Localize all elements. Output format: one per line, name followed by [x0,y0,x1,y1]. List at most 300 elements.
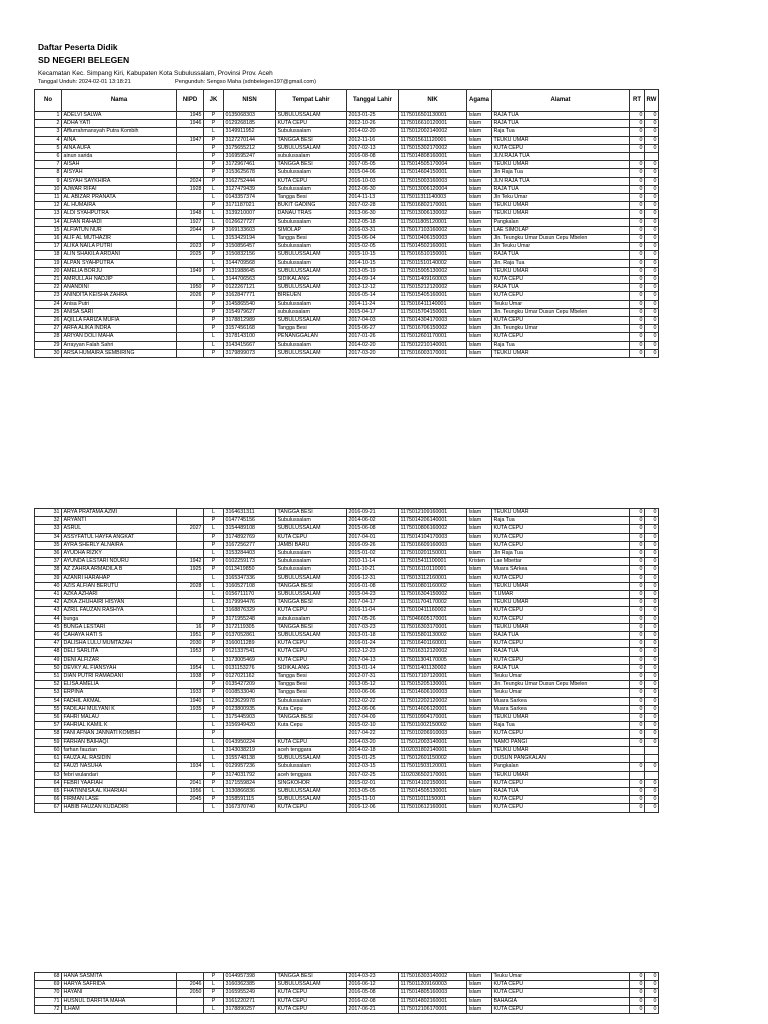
cell-nipd: 1927 [177,218,204,226]
cell-jk: P [204,144,224,152]
cell-rt: 0 [630,194,645,202]
table-row [35,673,659,681]
cell-tempat-lahir: Tangga Besi [276,681,347,689]
cell-nisn: 3143038219 [224,746,276,754]
cell-agama: Islam [467,541,492,549]
table-row [35,226,659,234]
cell-nik: 1175014102150001 [399,779,467,787]
cell-rw: 0 [645,128,659,136]
cell-agama: Islam [467,509,492,517]
cell-agama: Islam [467,705,492,713]
cell-jk: P [204,623,224,631]
cell-agama: Islam [467,689,492,697]
cell-rw: 0 [645,251,659,259]
cell-agama: Islam [467,697,492,705]
cell-nisn: 0143950224 [224,738,276,746]
cell-rw: 0 [645,333,659,341]
cell-no: 51 [35,673,62,681]
cell-rw: 0 [645,722,659,730]
cell-nipd: 2041 [177,779,204,787]
cell-rt: 0 [630,202,645,210]
cell-tempat-lahir: KUTA CEPU [276,1005,347,1013]
table-row [35,525,659,533]
cell-rw: 0 [645,533,659,541]
cell-tempat-lahir: subulussalam [276,308,347,316]
cell-nisn: 0129957236 [224,763,276,771]
cell-agama: Islam [467,779,492,787]
cell-no: 56 [35,714,62,722]
cell-jk: P [204,169,224,177]
column-header-tanggal-lahir: Tanggal Lahir [347,90,399,112]
cell-nama: FHATINNISA AL KHARIAH [62,787,177,795]
cell-nipd: 1949 [177,267,204,275]
cell-nik: 1175010406150003 [399,235,467,243]
cell-tempat-lahir: TANGGA BESI [276,973,347,981]
cell-no: 32 [35,517,62,525]
cell-jk: L [204,755,224,763]
table-row [35,210,659,218]
cell-jk: L [204,714,224,722]
cell-nipd: 1953 [177,648,204,656]
cell-nipd [177,746,204,754]
cell-tanggal-lahir: 2016-09-26 [347,541,399,549]
cell-nik: 1175011704170002 [399,599,467,607]
cell-nama: ARIYAN DOLI MAHA [62,333,177,341]
cell-no: 66 [35,796,62,804]
cell-rt: 0 [630,235,645,243]
cell-rw: 0 [645,161,659,169]
cell-alamat: LAE SIMOLAP [492,226,630,234]
cell-nipd [177,591,204,599]
cell-jk: L [204,1005,224,1013]
cell-rw: 0 [645,550,659,558]
cell-jk: L [204,509,224,517]
cell-alamat: Raja Tua [492,341,630,349]
cell-alamat: RAJA TUA [492,120,630,128]
table-row [35,112,659,120]
cell-nama: ainun sarida [62,153,177,161]
column-header-nama: Nama [62,90,177,112]
cell-no: 37 [35,558,62,566]
cell-no: 11 [35,194,62,202]
cell-rw: 0 [645,664,659,672]
cell-agama: Islam [467,656,492,664]
cell-no: 61 [35,755,62,763]
cell-nipd: 2026 [177,292,204,300]
cell-alamat: T.UMAR [492,591,630,599]
cell-alamat: KUTA CEPU [492,333,630,341]
cell-no: 17 [35,243,62,251]
cell-alamat: TEUKU UMAR [492,202,630,210]
student-table-page-3 [34,972,659,1014]
cell-rw: 0 [645,210,659,218]
cell-no: 50 [35,664,62,672]
cell-nama: ASSYFATUL HAYFA ANGKAT [62,533,177,541]
cell-nik: 1175016401160001 [399,640,467,648]
cell-rt: 0 [630,997,645,1005]
cell-tempat-lahir: TANGGA BESI [276,509,347,517]
cell-rw: 0 [645,648,659,656]
cell-jk: P [204,673,224,681]
cell-alamat: KUTA CEPU [492,525,630,533]
cell-rt: 0 [630,730,645,738]
cell-rw: 0 [645,120,659,128]
cell-nik: 1175014604150001 [399,169,467,177]
cell-nipd: 1925 [177,566,204,574]
cell-tempat-lahir: KUTA CEPU [276,607,347,615]
table-header-row [35,90,659,112]
cell-agama: Islam [467,997,492,1005]
table-row [35,796,659,804]
cell-nipd [177,300,204,308]
cell-rt: 0 [630,292,645,300]
cell-jk: L [204,185,224,193]
cell-nama: Affiurrahmansyah Putra Kombih [62,128,177,136]
cell-nama: AISYAH SAYKHIRA [62,177,177,185]
cell-rt: 0 [630,161,645,169]
cell-nipd [177,533,204,541]
cell-tempat-lahir: TANGGA BESI [276,136,347,144]
cell-nipd [177,550,204,558]
cell-jk: P [204,177,224,185]
cell-nipd: 2025 [177,251,204,259]
table-row [35,738,659,746]
cell-rt: 0 [630,333,645,341]
cell-jk: P [204,796,224,804]
table-row [35,623,659,631]
cell-tanggal-lahir: 2017-04-09 [347,714,399,722]
cell-rw: 0 [645,973,659,981]
cell-jk: P [204,681,224,689]
cell-nama: CAHAYA HATI S [62,632,177,640]
cell-nipd [177,804,204,812]
cell-no: 23 [35,292,62,300]
cell-no: 19 [35,259,62,267]
cell-tanggal-lahir: 2017-04-17 [347,599,399,607]
cell-agama: Islam [467,746,492,754]
cell-rw: 0 [645,632,659,640]
cell-no: 69 [35,981,62,989]
cell-tempat-lahir: aceh tenggara [276,746,347,754]
cell-tanggal-lahir: 2012-07-31 [347,673,399,681]
cell-nik: 1175016303140002 [399,973,467,981]
cell-rt: 0 [630,308,645,316]
cell-jk: P [204,997,224,1005]
cell-alamat: TEUKU UMAR [492,161,630,169]
cell-tanggal-lahir: 2016-12-31 [347,574,399,582]
cell-nipd [177,1005,204,1013]
cell-tanggal-lahir: 2017-02-25 [347,771,399,779]
cell-no: 18 [35,251,62,259]
cell-alamat: TEUKU UMAR [492,136,630,144]
table-row [35,218,659,226]
cell-rw: 0 [645,267,659,275]
cell-nisn: 3154979627 [224,308,276,316]
cell-nipd [177,317,204,325]
cell-tempat-lahir: KUTA CEPU [276,997,347,1005]
table-row [35,787,659,795]
table-row [35,333,659,341]
cell-rt: 0 [630,673,645,681]
cell-nama: ADHA YATI [62,120,177,128]
cell-rw: 0 [645,194,659,202]
cell-nisn: 0135427209 [224,681,276,689]
cell-rt: 0 [630,128,645,136]
cell-jk: P [204,730,224,738]
cell-no: 39 [35,574,62,582]
cell-nik: 1175016304150002 [399,591,467,599]
cell-nik: 1175011209160003 [399,981,467,989]
cell-nisn: 3175445903 [224,714,276,722]
cell-no: 54 [35,697,62,705]
table-row [35,300,659,308]
cell-nik: 1175012601150002 [399,755,467,763]
cell-rt: 0 [630,705,645,713]
cell-tanggal-lahir: 2015-02-10 [347,722,399,730]
column-header-nipd: NIPD [177,90,204,112]
cell-rt: 0 [630,251,645,259]
cell-jk: L [204,722,224,730]
cell-nama: BUNGA LESTARI [62,623,177,631]
cell-agama: Islam [467,136,492,144]
cell-no: 31 [35,509,62,517]
cell-alamat: KUTA CEPU [492,574,630,582]
cell-agama: Islam [467,981,492,989]
cell-tanggal-lahir: 2012-03-15 [347,763,399,771]
cell-tempat-lahir: KUTA CEPU [276,738,347,746]
cell-nipd [177,325,204,333]
cell-tanggal-lahir: 2017-02-28 [347,202,399,210]
cell-nama: AL ABIZAR PRANATA [62,194,177,202]
table-row [35,771,659,779]
cell-agama: Islam [467,300,492,308]
cell-rt: 0 [630,533,645,541]
cell-no: 41 [35,591,62,599]
cell-rw: 0 [645,689,659,697]
cell-nama: AZKA ZHUHAIRI HISYAN [62,599,177,607]
cell-agama: Islam [467,640,492,648]
table-row [35,235,659,243]
cell-nipd: 1948 [177,210,204,218]
cell-nama: ELISA AMELIA [62,681,177,689]
cell-no: 25 [35,308,62,316]
cell-nama: AZKA AZHARI [62,591,177,599]
cell-no: 30 [35,349,62,357]
cell-tanggal-lahir: 2016-10-03 [347,177,399,185]
cell-alamat: Jln. Teungku Umar Dusun Cepu Mbelen [492,235,630,243]
cell-nik: 1175014505130001 [399,787,467,795]
cell-nisn: 0123800935 [224,705,276,713]
table-row [35,267,659,275]
cell-nisn: 3150832156 [224,251,276,259]
cell-rt [630,771,645,779]
cell-no: 70 [35,989,62,997]
cell-tanggal-lahir: 2014-10-15 [347,259,399,267]
cell-nipd: 2046 [177,981,204,989]
cell-nipd [177,730,204,738]
table-row [35,705,659,713]
cell-jk: L [204,194,224,202]
cell-tempat-lahir: SUBULUSSALAM [276,796,347,804]
cell-nipd [177,509,204,517]
cell-no: 44 [35,615,62,623]
cell-nipd [177,333,204,341]
cell-nisn: 0122267121 [224,284,276,292]
cell-alamat: TEUKU UMAR [492,714,630,722]
cell-rw: 0 [645,136,659,144]
cell-agama: Islam [467,681,492,689]
cell-tempat-lahir: Subulussalam [276,566,347,574]
cell-nik: 1175010612160001 [399,804,467,812]
cell-tanggal-lahir: 2010-06-06 [347,689,399,697]
cell-nipd [177,722,204,730]
cell-no: 33 [35,525,62,533]
cell-nik: 1175017103160002 [399,226,467,234]
cell-nik: 1175014304170003 [399,317,467,325]
cell-rw: 0 [645,574,659,582]
cell-alamat: Jln. Teungku Umar Dusun Cepu Mbelen [492,681,630,689]
cell-no: 65 [35,787,62,795]
table-row [35,317,659,325]
cell-nisn: 0135068303 [224,112,276,120]
cell-tanggal-lahir: 2017-06-21 [347,1005,399,1013]
cell-tempat-lahir: SUBULUSSALAM [276,755,347,763]
cell-jk: L [204,210,224,218]
downloader: Pengunduh: Sengso Maha (sdnbelegen197@gmail.com) [175,79,316,85]
cell-nipd [177,235,204,243]
cell-tempat-lahir: SUBULUSSALAM [276,981,347,989]
cell-alamat: Muara SArkea [492,566,630,574]
table-row [35,574,659,582]
cell-nama: FAUZI NASUHA [62,763,177,771]
cell-nik: 1175011401130002 [399,664,467,672]
cell-tempat-lahir: Subulussalam [276,128,347,136]
cell-jk: P [204,558,224,566]
cell-nik: 1175013006120004 [399,185,467,193]
cell-nipd [177,144,204,152]
cell-tanggal-lahir: 2016-01-08 [347,582,399,590]
table-row [35,607,659,615]
cell-nama: DENI ALFIZAR [62,656,177,664]
cell-rw: 0 [645,804,659,812]
cell-nik: 1175011311140003 [399,194,467,202]
cell-jk: P [204,705,224,713]
cell-nama: FAHRIAL KAMIL K [62,722,177,730]
cell-nik: 1175013112160001 [399,574,467,582]
cell-nisn: 3144709568 [224,259,276,267]
cell-nisn: 3160362385 [224,981,276,989]
cell-rw: 0 [645,144,659,152]
cell-nisn: 3131988645 [224,267,276,275]
cell-nisn: 3155748138 [224,755,276,763]
cell-tempat-lahir: TANGGA BESI [276,599,347,607]
cell-no: 26 [35,317,62,325]
cell-agama: Islam [467,259,492,267]
cell-tempat-lahir: Tangga Besi [276,689,347,697]
student-table-page-1 [34,89,659,358]
cell-alamat: Teuku Umar [492,973,630,981]
cell-rw: 0 [645,349,659,357]
cell-alamat: RAJA TUA [492,251,630,259]
cell-nisn: 3153429194 [224,235,276,243]
table-row [35,308,659,316]
cell-nama: AZANRI HARAHAP [62,574,177,582]
cell-nik: 1175011805120001 [399,218,467,226]
cell-nik: 1175014808160001 [399,153,467,161]
document-header [38,42,738,86]
cell-no: 10 [35,185,62,193]
cell-jk: P [204,317,224,325]
cell-nipd: 1933 [177,689,204,697]
cell-agama: Islam [467,235,492,243]
cell-agama: Islam [467,755,492,763]
cell-no: 36 [35,550,62,558]
cell-no: 67 [35,804,62,812]
school-name: SD NEGERI BELEGEN [38,55,130,65]
cell-rt: 0 [630,259,645,267]
cell-nama: FADHIL AKMAL [62,697,177,705]
cell-agama: Islam [467,153,492,161]
cell-agama: Islam [467,292,492,300]
cell-nama: ILHAM [62,1005,177,1013]
cell-agama: Islam [467,738,492,746]
cell-rt: 0 [630,341,645,349]
table-row [35,153,659,161]
cell-agama: Islam [467,202,492,210]
cell-agama: Islam [467,787,492,795]
cell-nisn: 3179899073 [224,349,276,357]
cell-rt: 0 [630,697,645,705]
cell-tempat-lahir: Subulussalam [276,550,347,558]
cell-nipd [177,973,204,981]
cell-tanggal-lahir: 2016-02-08 [347,997,399,1005]
cell-no: 46 [35,632,62,640]
cell-tempat-lahir: SUBULUSSALAM [276,574,347,582]
cell-no: 52 [35,681,62,689]
cell-nama: FEBRI YAAFIAH [62,779,177,787]
cell-nisn: 3168876329 [224,607,276,615]
cell-rt: 0 [630,349,645,357]
table-row [35,582,659,590]
cell-agama: Islam [467,243,492,251]
cell-rw: 0 [645,276,659,284]
cell-nisn: 0121337541 [224,648,276,656]
cell-nipd: 2027 [177,525,204,533]
cell-nik: 1175015704150001 [399,308,467,316]
cell-nik: 1175011510140002 [399,259,467,267]
cell-jk: P [204,648,224,656]
cell-nisn: 3127270144 [224,136,276,144]
cell-tempat-lahir: KUTA CEPU [276,177,347,185]
table-row [35,714,659,722]
cell-rw: 0 [645,697,659,705]
cell-rw: 0 [645,681,659,689]
cell-rw: 0 [645,615,659,623]
cell-nama: HARYA SAFRIDA [62,981,177,989]
cell-tanggal-lahir: 2015-02-05 [347,243,399,251]
cell-no: 22 [35,284,62,292]
cell-tempat-lahir: Subulussalam [276,558,347,566]
cell-nipd: 1946 [177,120,204,128]
cell-agama: Islam [467,218,492,226]
cell-nik: 1175014606100003 [399,689,467,697]
cell-rw [645,771,659,779]
cell-agama: Islam [467,251,492,259]
cell-no: 64 [35,779,62,787]
cell-tanggal-lahir: 2016-09-21 [347,509,399,517]
cell-jk: P [204,541,224,549]
cell-nisn: 3164631311 [224,509,276,517]
